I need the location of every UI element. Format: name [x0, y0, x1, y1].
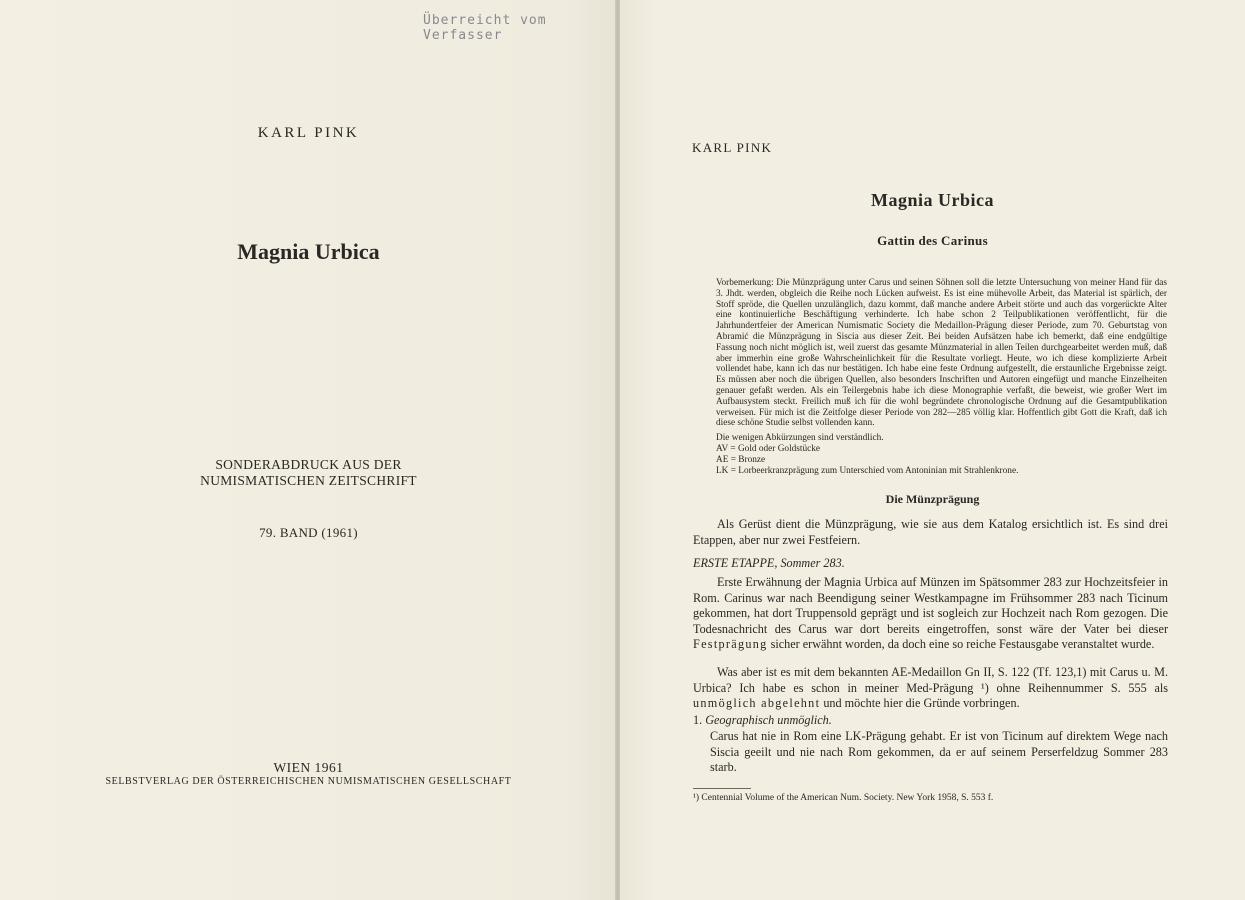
right-page-article: [620, 0, 1245, 900]
reprint-notice: [0, 457, 617, 489]
point-number: 1.: [693, 713, 703, 727]
numbered-point-heading: [693, 713, 1168, 729]
cover-author: KARL PINK: [257, 125, 360, 141]
stage-heading: ERSTE ETAPPE, Sommer 283.: [693, 556, 845, 570]
p3-spaced-words: unmöglich abgelehnt: [693, 696, 821, 711]
article-author: KARL PINK: [692, 140, 773, 155]
reprint-line-1: SONDERABDRUCK AUS DER: [215, 457, 402, 472]
abbreviations-intro: Die wenigen Abkürzungen sind verständlich.: [716, 433, 884, 443]
author-presentation-stamp: Überreicht vom Verfasser: [423, 13, 547, 43]
reprint-line-2: NUMISMATISCHEN ZEITSCHRIFT: [200, 473, 417, 488]
cover-title: Magnia Urbica: [237, 239, 380, 264]
left-page-title-sheet: [0, 0, 617, 900]
article-subtitle: Gattin des Carinus: [877, 233, 988, 248]
body-paragraph-3: [693, 665, 1168, 712]
publisher-line: SELBSTVERLAG DER ÖSTERREICHISCHEN NUMISMATISCHEN GESELLSCHAFT: [105, 776, 512, 787]
body-paragraph-2: [693, 575, 1168, 653]
footnote-rule: [693, 788, 751, 789]
volume-number: 79. BAND (1961): [259, 525, 358, 540]
place-year: WIEN 1961: [273, 760, 344, 775]
p2-text-a: Erste Erwähnung der Magnia Urbica auf Münzen im Spätsommer 283 zur Hochzeitsfeier in Rom. Carinus war nach Beendigung seiner Westkampagne im Frühsommer 283 nach Ticinum gekommen, hat dort Truppensold geprägt und ist sogleich zur Hochzeit nach Rom gezogen. Die Todesnachricht des Carus war dort bereits eingetroffen, sonst wäre der Vater bei dieser: [693, 575, 1168, 636]
article-title: Magnia Urbica: [871, 190, 994, 210]
p2-spaced-word: Festprägung: [693, 637, 768, 652]
p3-text-a: Was aber ist es mit dem bekannten AE-Medaillon Gn II, S. 122 (Tf. 123,1) mit Carus u. M. Urbica? Ich habe es schon in meiner Med-Prägung ¹) ohne Reihennummer S. 555 als: [693, 665, 1168, 695]
section-heading: Die Münzprägung: [885, 492, 980, 506]
numbered-point-body: Carus hat nie in Rom eine LK-Prägung gehabt. Er ist von Ticinum auf direktem Wege nach Siscia geeilt und nie nach Rom gekommen, da er auf seinem Perserfeldzug Sommer 283 starb.: [710, 729, 1168, 775]
abbreviation-lk: LK = Lorbeerkranzprägung zum Unterschied vom Antoninian mit Strahlenkrone.: [716, 465, 1019, 476]
body-paragraph-1: Als Gerüst dient die Münzprägung, wie sie aus dem Katalog ersichtlich ist. Es sind drei Etappen, aber nur zwei Festfeiern.: [693, 517, 1168, 547]
p3-text-b: und möchte hier die Gründe vorbringen.: [820, 696, 1020, 711]
preface-paragraph: Vorbemerkung: Die Münzprägung unter Carus und seinen Söhnen soll die letzte Untersuchung von meiner Hand für das 3. Jhdt. werden, obgleich die Reihe noch Lücken aufweist. Es ist eine mühevolle Arbeit, das Material ist spärlich, der Stoff spröde, die Quellen unzulänglich, dazu kommt, daß manche andere Arbeit störte und auch das vorgerückte Alter eine kontinuierliche Beschäftigung verhinderte. Ich habe schon 2 Teilpublikationen veröffentlicht, für die Jahrhundertfeier der American Numismatic Society die Medaillon-Prägung dieser Periode, zum 70. Geburtstag von Abramić die Münzprägung in Siscia aus dieser Zeit. Bei beiden Aufsätzen habe ich bemerkt, daß eine endgültige Fassung noch nicht möglich ist, weil zuerst das gesamte Münzmaterial in allen Teilen durchgearbeitet werden muß, daß aber immerhin eine große Wahrscheinlichkeit für die Resultate vorliegt. Heute, wo ich diese komplizierte Arbeit vollendet habe, kann ich das nur bestätigen. Ich habe eine feste Ordnung aufgestellt, die erstaunliche Ergebnisse zeigt. Es müssen aber noch die übrigen Quellen, also besonders Inschriften und Autoren eingefügt und manche Einzelheiten genauer gefaßt werden. Als ein Teilergebnis habe ich diese Monographie verfaßt, die beweist, wie großer Wert im Aufbausystem steckt. Freilich muß ich für die wohl begründete chronologische Ordnung auf die Gesamtpublikation verweisen. Für mich ist die Zeitfolge dieser Periode von 282—285 völlig klar. Hoffentlich gibt Gott die Kraft, daß ich diese schöne Studie selbst vollenden kann.: [716, 278, 1167, 429]
point-title: Geographisch unmöglich.: [705, 713, 832, 727]
p2-text-b: sicher erwähnt worden, da doch eine so reiche Festausgabe veranstaltet wurde.: [767, 637, 1155, 652]
footnote: ¹) Centennial Volume of the American Num. Society. New York 1958, S. 553 f.: [693, 793, 994, 803]
abbreviations-block: [716, 433, 1167, 477]
abbreviation-av: AV = Gold oder Goldstücke: [716, 443, 821, 454]
abbreviation-ae: AE = Bronze: [716, 454, 766, 465]
